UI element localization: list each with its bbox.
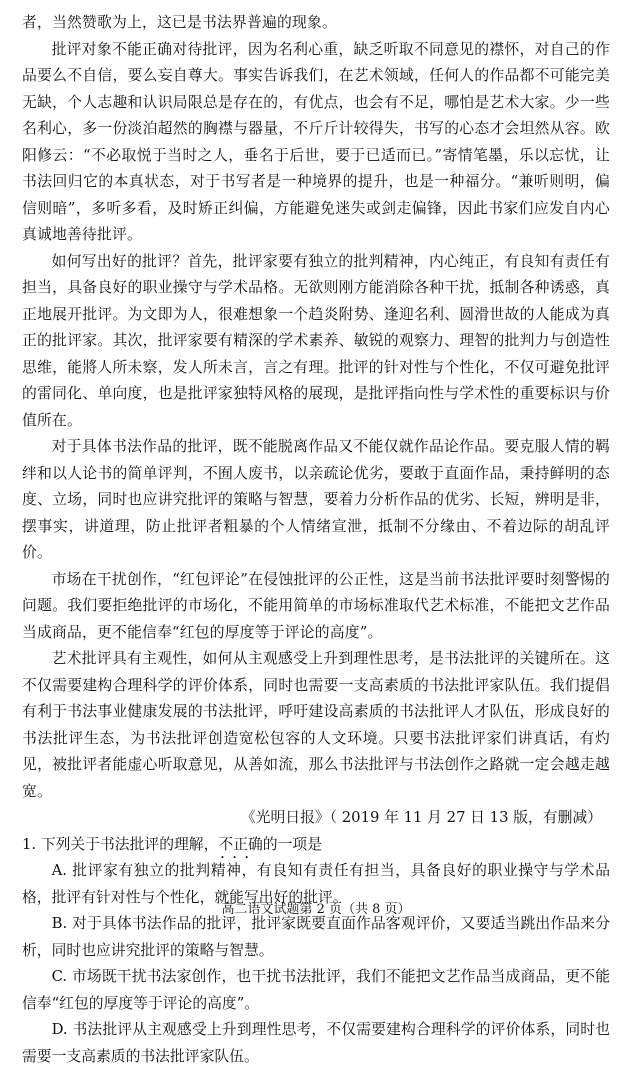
article-body [22,10,610,832]
option-b: B. 对于具体书法作品的批评，批评家既要直面作品客观评价，又要适当跳出作品来分析，同时也应讲究批评的策略与智慧。 [22,911,610,964]
article-paragraph: 者，当然赞歌为上，这已是书法界普遍的现象。 [22,10,610,37]
article-paragraph: 艺术批评具有主观性，如何从主观感受上升到理性思考，是书法批评的关键所在。这不仅需要建构合理科学的评价体系，同时也需要一支高素质的书法批评家队伍。我们提倡有利于书法事业健康发展的书法批评，呼吁建设高素质的书法批评人才队伍，形成良好的书法批评生态，为书法批评创造宽松包容的人文环境。只要书法批评家们讲真话，有灼见，被批评者能虚心听取意见，从善如流，那么书法批评与书法创作之路就一定会越走越宽。 [22,646,610,805]
article-source: 《光明日报》（ 2019 年 11 月 27 日 13 版，有删减） [22,805,610,832]
question-prefix: 1. 下列关于书法批评的理解， [22,836,218,853]
article-paragraph: 市场在干扰创作，“红包评论”在侵蚀批评的公正性，这是当前书法批评要时刻警惕的问题。我们要拒绝批评的市场化，不能用简单的市场标准取代艺术标准，不能把文艺作品当成商品，更不能信奉“红包的厚度等于评论的高度”。 [22,567,610,647]
article-paragraph: 如何写出好的批评？首先，批评家要有独立的批判精神，内心纯正，有良知有责任有担当，具备良好的职业操守与学术品格。无欲则刚方能消除各种干扰，抵制各种诱惑，真正地展开批评。为文即为人，很难想象一个趋炎附势、逢迎名利、圆滑世故的人能成为真正的批评家。其次，批评家要有精深的学术素养、敏锐的观察力、理智的批判力与创造性思维，能將人所未察，发人所未言，言之有理。批评的针对性与个性化，不仅可避免批评的雷同化、单向度，也是批评家独特风格的展现，是批评指向性与学术性的重要标识与价值所在。 [22,249,610,435]
question-stem [22,832,610,859]
page-footer: 高二语文试题第 2 页（共 8 页） [0,901,632,919]
question-emphasis: 不正确 ••• [218,836,262,853]
question-block [22,832,610,1070]
article-paragraph: 批评对象不能正确对待批评，因为名利心重，缺乏听取不同意见的襟怀，对自己的作品要么不自信，要么妄自尊大。事实告诉我们，在艺术领域，任何人的作品都不可能完美无缺，个人志趣和认识局限总是存在的，有优点，也会有不足，哪怕是艺术大家。少一些名利心，多一份淡泊超然的胸襟与器量，不斤斤计较得失，书写的心态才会坦然从容。欧阳修云：“不必取悦于当时之人，垂名于后世，要于已适而已。”寄情笔墨，乐以忘忧，让书法回归它的本真状态，对于书写者是一种境界的提升，也是一种福分。“兼听则明，偏信则暗”，多听多看，及时矫正纠偏，方能避免迷失或剑走偏锋，因此书家们应发自内心真诚地善待批评。 [22,37,610,249]
article-paragraph: 对于具体书法作品的批评，既不能脱离作品又不能仅就作品论作品。要克服人情的羁绊和以人论书的简单评判，不囿人废书，以亲疏论优劣，要敢于直面作品，秉持鲜明的态度、立场，同时也应讲究批评的策略与智慧，要着力分析作品的优劣、长短，辨明是非，摆事实，讲道理，防止批评者粗暴的个人情绪宣泄，抵制不分缘由、不着边际的胡乱评价。 [22,434,610,567]
question-suffix: 的一项是 [263,836,322,853]
option-d: D. 书法批评从主观感受上升到理性思考，不仅需要建构合理科学的评价体系，同时也需要一支高素质的书法批评家队伍。 [22,1017,610,1070]
option-c: C. 市场既干扰书法家创作，也干扰书法批评，我们不能把文艺作品当成商品，更不能信奉“红包的厚度等于评论的高度”。 [22,964,610,1017]
option-a: A. 批评家有独立的批判精神，有良知有责任有担当，具备良好的职业操守与学术品格，批评有针对性与个性化，就能写出好的批评。 [22,858,610,911]
